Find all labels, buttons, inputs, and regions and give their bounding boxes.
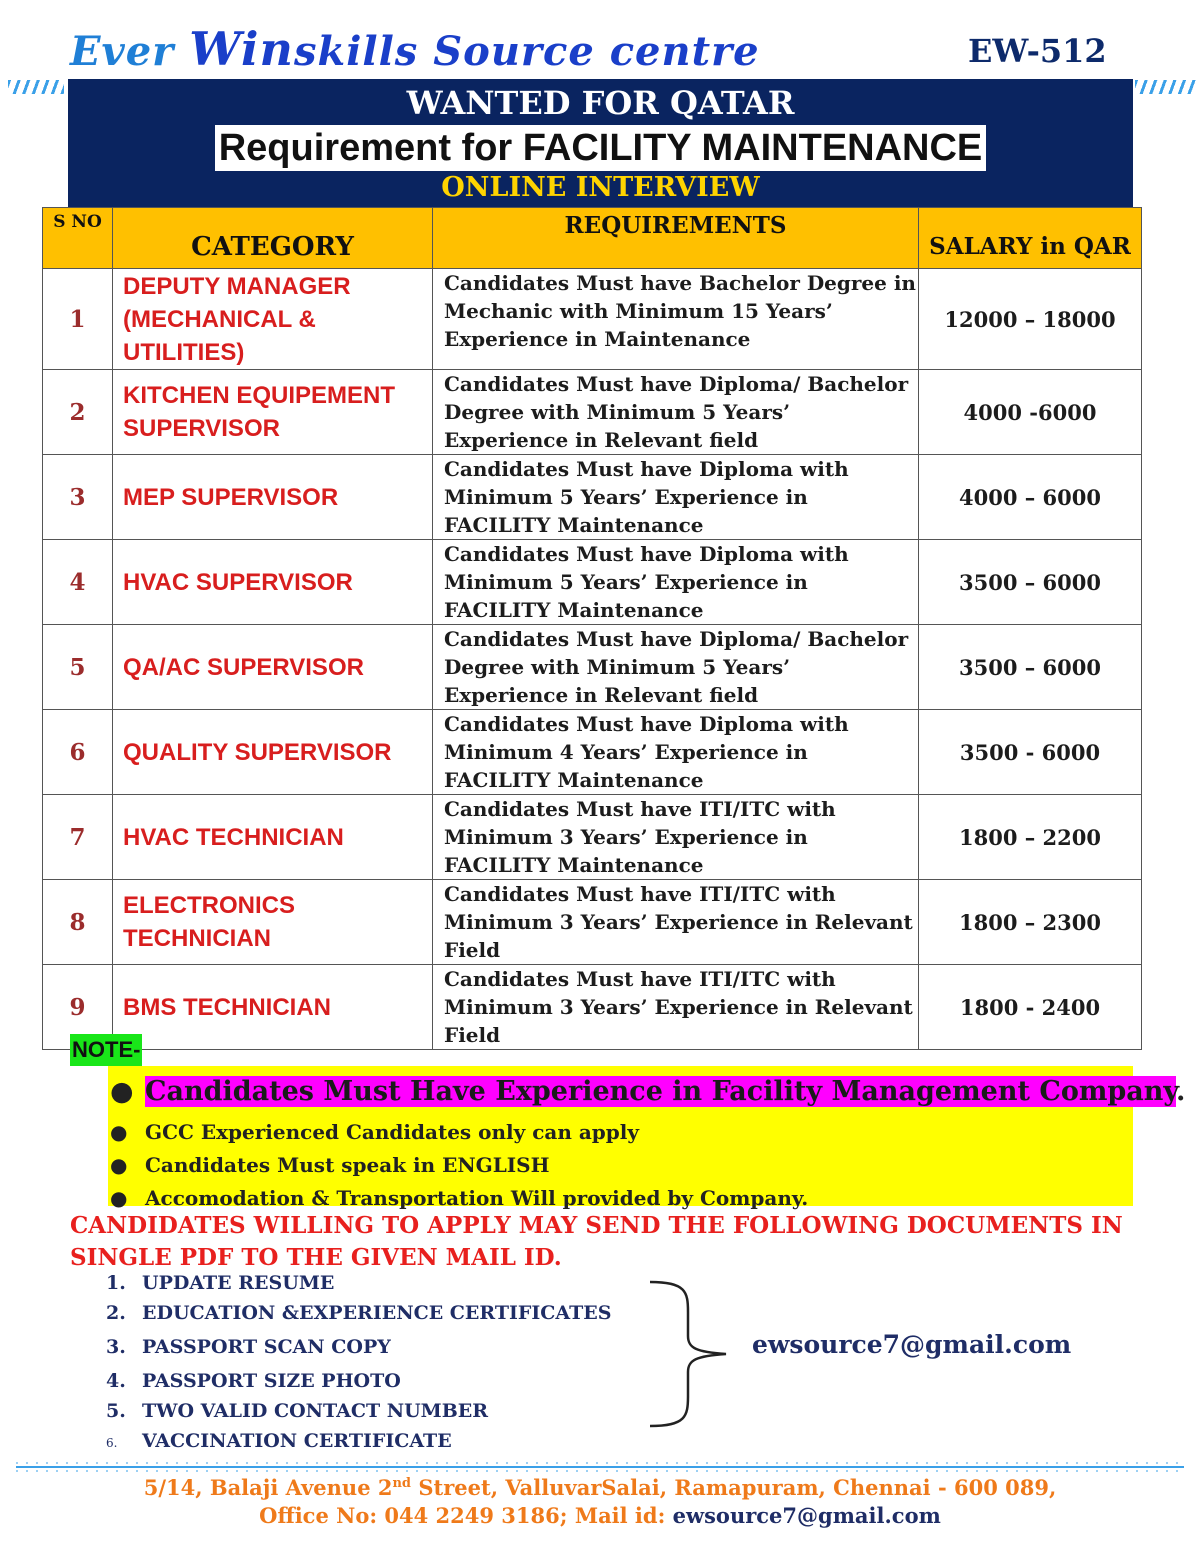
header-category: CATEGORY bbox=[113, 208, 433, 269]
document-number: 4. bbox=[106, 1370, 126, 1392]
table-row bbox=[43, 455, 1142, 540]
documents-list bbox=[106, 1272, 611, 1460]
row-requirements: Candidates Must have Diploma/ Bachelor Degree with Minimum 5 Years’ Experience in Relevant field bbox=[433, 625, 919, 710]
row-requirements: Candidates Must have Bachelor Degree in Mechanic with Minimum 15 Years’ Experience in Maintenance bbox=[433, 269, 919, 370]
row-sno: 5 bbox=[43, 625, 113, 710]
note-item-text: Candidates Must speak in ENGLISH bbox=[145, 1153, 550, 1177]
table-row bbox=[43, 965, 1142, 1050]
curly-brace-icon bbox=[646, 1278, 736, 1430]
decor-stripes-left bbox=[8, 80, 64, 94]
row-category: KITCHEN EQUIPEMENT SUPERVISOR bbox=[113, 370, 433, 455]
apply-instructions: CANDIDATES WILLING TO APPLY MAY SEND THE FOLLOWING DOCUMENTS IN SINGLE PDF TO THE GIVEN MAIL ID. bbox=[70, 1212, 1123, 1271]
table-row bbox=[43, 880, 1142, 965]
document-number: 6. bbox=[106, 1436, 118, 1450]
row-sno: 7 bbox=[43, 795, 113, 880]
row-salary: 3500 – 6000 bbox=[919, 625, 1142, 710]
document-text: TWO VALID CONTACT NUMBER bbox=[142, 1400, 489, 1422]
ad-code: EW-512 bbox=[968, 32, 1107, 70]
brand-logo bbox=[70, 22, 760, 76]
document-number: 5. bbox=[106, 1400, 126, 1422]
note-item-suffix: . bbox=[1176, 1076, 1186, 1107]
row-salary: 1800 – 2200 bbox=[919, 795, 1142, 880]
row-sno: 3 bbox=[43, 455, 113, 540]
document-text: PASSPORT SIZE PHOTO bbox=[142, 1370, 401, 1392]
banner-interview-mode: ONLINE INTERVIEW bbox=[441, 172, 760, 203]
document-text: VACCINATION CERTIFICATE bbox=[142, 1430, 452, 1452]
row-requirements: Candidates Must have ITI/ITC with Minimum 3 Years’ Experience in Relevant Field bbox=[433, 880, 919, 965]
row-salary: 3500 – 6000 bbox=[919, 540, 1142, 625]
table-row bbox=[43, 269, 1142, 370]
banner-title: WANTED FOR QATAR bbox=[406, 84, 795, 122]
row-sno: 2 bbox=[43, 370, 113, 455]
row-category: HVAC TECHNICIAN bbox=[113, 795, 433, 880]
table-header-row bbox=[43, 208, 1142, 269]
document-item bbox=[106, 1302, 611, 1332]
document-item bbox=[106, 1332, 611, 1370]
document-text: PASSPORT SCAN COPY bbox=[142, 1336, 391, 1358]
note-item bbox=[110, 1116, 1185, 1149]
row-salary: 3500 - 6000 bbox=[919, 710, 1142, 795]
note-list bbox=[110, 1068, 1185, 1215]
bullet-icon: ● bbox=[110, 1120, 128, 1144]
row-sno: 8 bbox=[43, 880, 113, 965]
document-number: 3. bbox=[106, 1336, 126, 1358]
apply-email[interactable]: ewsource7@gmail.com bbox=[752, 1330, 1072, 1359]
row-category: QUALITY SUPERVISOR bbox=[113, 710, 433, 795]
table-row bbox=[43, 625, 1142, 710]
note-item-text: Candidates Must Have Experience in Facility Management Company bbox=[145, 1076, 1176, 1107]
bullet-icon: ● bbox=[110, 1153, 128, 1177]
footer-contact bbox=[0, 1503, 1200, 1528]
banner-subtitle-wrap bbox=[68, 125, 1133, 171]
row-category: DEPUTY MANAGER (MECHANICAL & UTILITIES) bbox=[113, 269, 433, 370]
bullet-icon: ● bbox=[110, 1186, 128, 1210]
bullet-icon: ● bbox=[110, 1076, 134, 1107]
footer-address-post: Street, ValluvarSalai, Ramapuram, Chennai - 600 089, bbox=[411, 1475, 1057, 1500]
decor-stripes-right bbox=[1135, 80, 1197, 94]
brand-win: Win bbox=[189, 22, 294, 76]
note-item-text: GCC Experienced Candidates only can apply bbox=[145, 1120, 639, 1144]
row-requirements: Candidates Must have ITI/ITC with Minimum 3 Years’ Experience in Relevant Field bbox=[433, 965, 919, 1050]
row-salary: 4000 – 6000 bbox=[919, 455, 1142, 540]
jobs-table bbox=[42, 207, 1142, 1050]
row-category: HVAC SUPERVISOR bbox=[113, 540, 433, 625]
note-label: NOTE- bbox=[70, 1034, 142, 1066]
header-requirements: REQUIREMENTS bbox=[433, 208, 919, 269]
footer-office: Office No: 044 2249 3186; Mail id: bbox=[259, 1503, 673, 1528]
row-category: MEP SUPERVISOR bbox=[113, 455, 433, 540]
table-row bbox=[43, 370, 1142, 455]
document-text: UPDATE RESUME bbox=[142, 1272, 335, 1294]
document-text: EDUCATION &EXPERIENCE CERTIFICATES bbox=[142, 1302, 612, 1324]
row-salary: 4000 -6000 bbox=[919, 370, 1142, 455]
table-row bbox=[43, 540, 1142, 625]
document-number: 1. bbox=[106, 1272, 126, 1294]
row-salary: 12000 – 18000 bbox=[919, 269, 1142, 370]
footer-address-sup: nd bbox=[392, 1476, 412, 1491]
banner-subtitle: Requirement for FACILITY MAINTENANCE bbox=[215, 125, 987, 171]
document-item bbox=[106, 1400, 611, 1430]
row-requirements: Candidates Must have Diploma with Minimum 4 Years’ Experience in FACILITY Maintenance bbox=[433, 710, 919, 795]
row-sno: 1 bbox=[43, 269, 113, 370]
note-item-text: Accomodation & Transportation Will provided by Company. bbox=[145, 1186, 809, 1210]
note-item bbox=[110, 1149, 1185, 1182]
row-category: QA/AC SUPERVISOR bbox=[113, 625, 433, 710]
table-row bbox=[43, 795, 1142, 880]
row-salary: 1800 - 2400 bbox=[919, 965, 1142, 1050]
row-sno: 6 bbox=[43, 710, 113, 795]
row-requirements: Candidates Must have Diploma/ Bachelor Degree with Minimum 5 Years’ Experience in Relevant field bbox=[433, 370, 919, 455]
row-requirements: Candidates Must have ITI/ITC with Minimum 3 Years’ Experience in FACILITY Maintenance bbox=[433, 795, 919, 880]
footer-address bbox=[0, 1475, 1200, 1500]
row-salary: 1800 – 2300 bbox=[919, 880, 1142, 965]
brand-rest: skills Source centre bbox=[293, 28, 760, 75]
table-row bbox=[43, 710, 1142, 795]
footer-mail[interactable]: ewsource7@gmail.com bbox=[672, 1503, 941, 1528]
footer-divider bbox=[8, 1460, 1192, 1474]
row-sno: 4 bbox=[43, 540, 113, 625]
row-requirements: Candidates Must have Diploma with Minimum 5 Years’ Experience in FACILITY Maintenance bbox=[433, 455, 919, 540]
document-item bbox=[106, 1430, 611, 1460]
row-category: ELECTRONICS TECHNICIAN bbox=[113, 880, 433, 965]
document-number: 2. bbox=[106, 1302, 126, 1324]
document-item bbox=[106, 1272, 611, 1302]
brand-ever: Ever bbox=[70, 28, 175, 75]
header-sno: S NO bbox=[43, 208, 113, 269]
row-sno: 9 bbox=[43, 965, 113, 1050]
row-category: BMS TECHNICIAN bbox=[113, 965, 433, 1050]
footer-address-pre: 5/14, Balaji Avenue 2 bbox=[143, 1475, 393, 1500]
row-requirements: Candidates Must have Diploma with Minimum 5 Years’ Experience in FACILITY Maintenance bbox=[433, 540, 919, 625]
note-item bbox=[110, 1068, 1185, 1116]
header-salary: SALARY in QAR bbox=[919, 208, 1142, 269]
document-item bbox=[106, 1370, 611, 1400]
